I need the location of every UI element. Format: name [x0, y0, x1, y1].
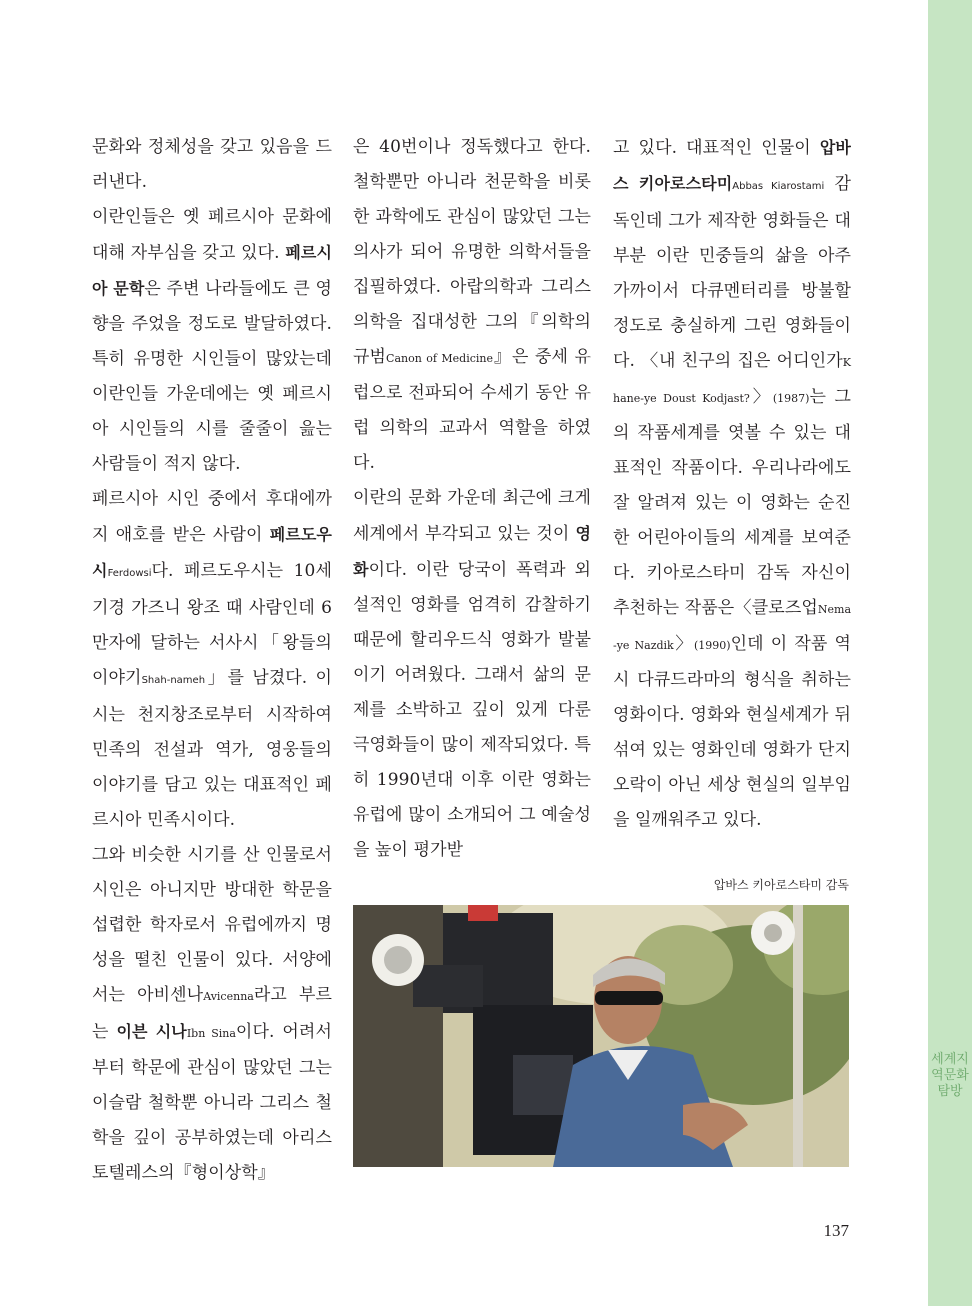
bold-term: 영화 — [353, 524, 591, 579]
romanization: Ferdowsi — [107, 568, 152, 579]
side-color-band — [928, 0, 972, 1306]
section-side-label: 세계지역문화탐방 — [931, 1052, 969, 1099]
camera-tab — [468, 905, 498, 921]
text-column-2 — [353, 130, 591, 868]
paragraph: 페르시아 시인 중에서 후대에까지 애호를 받은 사람이 페르도우시Ferdowsi다. 페르도우시는 10세기경 가즈니 왕조 때 사람인데 6만자에 달하는 서사시「왕들의 이야기Shah-nameh」를 남겼다. 이 시는 천지창조로부터 시작하여 민족의 전설과 역가, 영웅들의 이야기를 담고 있는 대표적인 페르시아 민족시이다. — [92, 489, 332, 830]
romanization: Abbas Kiarostami — [732, 181, 825, 192]
bold-term: 페르시아 문학 — [92, 243, 332, 298]
year: (1990) — [694, 639, 731, 652]
lens-cap-inner — [384, 946, 412, 974]
lens-housing — [413, 965, 483, 1007]
camera-panel — [513, 1055, 573, 1115]
sunglasses — [595, 991, 663, 1005]
photo-caption: 압바스 키아로스타미 감독 — [713, 878, 849, 892]
paragraph: 고 있다. 대표적인 인물이 압바스 키아로스타미Abbas Kiarostami 감독인데 그가 제작한 영화들은 대부분 이란 민중들의 삶을 아주 가까이서 다큐멘터리를 방불할 정도로 충실하게 그린 영화들이다. 〈내 친구의 집은 어디인가Khane-ye Doust Kodjast?〉(1987)는 그의 작품세계를 엿볼 수 있는 대표적인 작품이다. 우리나라에도 잘 알려져 있는 이 영화는 순진한 어린아이들의 세계를 보여준다. 키아로스타미 감독 자신이 추천하는 작품은〈클로즈업Nema-ye Nazdik〉(1990)인데 이 작품 역시 다큐드라마의 형식을 취하는 영화이다. 영화와 현실세계가 뒤섞여 있는 영화인데 영화가 단지 오락이 아닌 세상 현실의 일부임을 일깨워주고 있다. — [613, 138, 852, 830]
page-number: 137 — [823, 1221, 849, 1240]
romanization: Canon of Medicine — [386, 352, 494, 365]
paragraph: 문화와 정체성을 갖고 있음을 드러낸다. — [92, 137, 332, 192]
romanization: Nema-ye Nazdik — [613, 603, 851, 652]
bold-term: 압바스 키아로스타미 — [613, 138, 851, 193]
photo-illustration — [353, 905, 849, 1167]
text-column-1 — [92, 130, 332, 1191]
romanization: Avicenna — [203, 990, 254, 1003]
text-column-3 — [613, 130, 851, 838]
paragraph: 이란의 문화 가운데 최근에 크게 세계에서 부각되고 있는 것이 영화이다. 이란 당국이 폭력과 외설적인 영화를 엄격히 감찰하기 때문에 할리우드식 영화가 발붙이기 어려웠다. 그래서 삶의 문제를 소박하고 깊이 있게 다룬 극영화들이 많이 제작되었다. 특히 1990년대 이후 이란 영화는 유럽에 많이 소개되어 그 예술성을 높이 평가받 — [353, 488, 591, 860]
director-photo — [353, 905, 849, 1167]
romanization: Shah-nameh — [141, 675, 206, 686]
paragraph: 그와 비슷한 시기를 산 인물로서 시인은 아니지만 방대한 학문을 섭렵한 학자로서 유럽에까지 명성을 떨친 인물이 있다. 서양에서는 아비센나Avicenna라고 부르는 이븐 시나Ibn Sina이다. 어려서부터 학문에 관심이 많았던 그는 이슬람 철학뿐 아니라 그리스 철학을 깊이 공부하였는데 아리스토텔레스의『형이상학』 — [92, 845, 332, 1183]
paragraph: 은 40번이나 정독했다고 한다. 철학뿐만 아니라 천문학을 비롯한 과학에도 관심이 많았던 그는 의사가 되어 유명한 의학서들을 집필하였다. 아랍의학과 그리스 의학을 집대성한 그의『의학의 규범Canon of Medicine』은 중세 유럽으로 전파되어 수세기 동안 유럽 의학의 교과서 역할을 하였다. — [353, 137, 592, 473]
romanization: Khane-ye Doust Kodjast? — [613, 356, 851, 405]
bold-term: 이븐 시나 — [116, 1022, 187, 1041]
lens-cap-inner — [764, 924, 782, 942]
tree-trunk — [793, 905, 803, 1167]
year: (1987) — [772, 392, 810, 405]
romanization: Ibn Sina — [186, 1027, 236, 1040]
paragraph: 이란인들은 옛 페르시아 문화에 대해 자부심을 갖고 있다. 페르시아 문학은 주변 나라들에도 큰 영향을 주었을 정도로 발달하였다. 특히 유명한 시인들이 많았는데 이란인들 가운데에는 옛 페르시아 시인들의 시를 줄줄이 읊는 사람들이 적지 않다. — [92, 207, 332, 474]
bold-term: 페르도우시 — [92, 525, 332, 580]
